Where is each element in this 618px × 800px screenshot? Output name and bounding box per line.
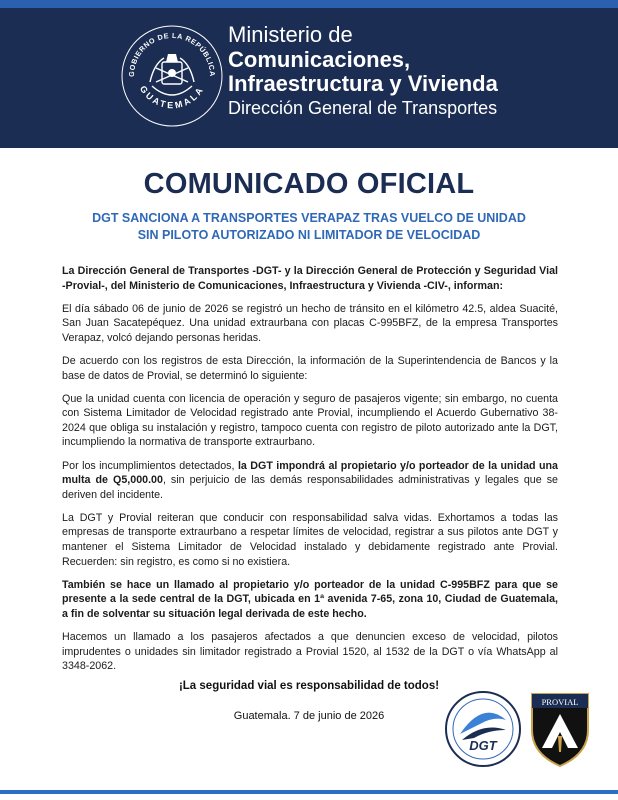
svg-text:GOBIERNO DE LA REPÚBLICA: GOBIERNO DE LA REPÚBLICA (126, 30, 218, 78)
ministry-line-3: Infraestructura y Vivienda (228, 71, 498, 96)
svg-text:GUATEMALA: GUATEMALA (137, 83, 207, 111)
header-banner (0, 0, 618, 148)
slogan: ¡La seguridad vial es responsabilidad de todos! (178, 680, 440, 692)
paragraph-records: De acuerdo con los registros de esta Dirección, la información de la Superintendencia de Bancos y la base de datos de Provial, se determinó lo siguiente: (62, 354, 558, 382)
dgt-logo-icon (444, 690, 522, 768)
header-stripe (0, 0, 618, 8)
paragraph-incident: El día sábado 06 de junio de 2026 se registró un hecho de tránsito en el kilómetro 42.5, aldea Suacité, San Juan Sacatepéquez. Una unidad extraurbana con placas C-995BFZ, de la empresa Transportes Verapaz, volcó dejando personas heridas. (62, 302, 558, 344)
ministry-line-1: Ministerio de (228, 22, 353, 47)
document-title: COMUNICADO OFICIAL (143, 168, 475, 200)
ministry-name (228, 22, 498, 120)
subtitle-line-2: SIN PILOTO AUTORIZADO NI LIMITADOR DE VELOCIDAD (137, 228, 481, 242)
footer-line (0, 790, 618, 794)
intro-paragraph: La Dirección General de Transportes -DGT- y la Dirección General de Protección y Seguridad Vial -Provial-, del Ministerio de Comunicaciones, Infraestructura y Vivienda -CIV-, informan: (62, 265, 558, 292)
provial-logo-icon (528, 688, 592, 768)
paragraph-summons: También se hace un llamado al propietario y/o porteador de la unidad C-995BFZ para que se presente a la sede central de la DGT, ubicada en 1ª avenida 7-65, zona 10, Ciudad de Guatemala, a fin de solventar su situación legal derivada de este hecho. (62, 578, 558, 620)
ministry-line-2: Comunicaciones, (228, 47, 411, 72)
guatemala-seal-icon (120, 24, 224, 128)
ministry-line-4: Dirección General de Transportes (228, 98, 498, 118)
document-date: Guatemala. 7 de junio de 2026 (233, 710, 385, 722)
svg-text:DGT: DGT (469, 738, 497, 753)
paragraph-report-call: Hacemos un llamado a los pasajeros afectados a que denuncien exceso de velocidad, pilotos imprudentes o unidades sin limitador registrado a Provial 1520, al 1532 de la DGT o vía WhatsApp al 3348-2062. (62, 630, 558, 673)
paragraph-fine: Por los incumplimientos detectados, la DGT impondrá al propietario y/o porteador de la unidad una multa de Q5,000.00, sin perjuicio de las demás responsabilidades administrativas y legales que se deriven del incidente. (62, 459, 558, 501)
document-body (62, 264, 558, 682)
paragraph-findings: Que la unidad cuenta con licencia de operación y seguro de pasajeros vigente; sin embargo, no cuenta con Sistema Limitador de Velocidad registrado ante Provial, incumpliendo el Acuerdo Gubernativo 38-2024 que obliga su instalación y registro, tampoco cuenta con registro de piloto autorizado ante la DGT, incumpliendo la normativa de transporte extraurbano. (62, 392, 558, 449)
paragraph-exhortation: La DGT y Provial reiteran que conducir con responsabilidad salva vidas. Exhortamos a todas las empresas de transporte extraurbano a respetar límites de velocidad, registrar a sus pilotos ante DGT y mantener el Sistema Limitador de Velocidad instalado y debidamente registrado ante Provial. Recuerden: sin registro, es como si no existiera. (62, 511, 558, 568)
document-subtitle (60, 210, 558, 244)
subtitle-line-1: DGT SANCIONA A TRANSPORTES VERAPAZ TRAS VUELCO DE UNIDAD (92, 211, 526, 225)
svg-text:PROVIAL: PROVIAL (541, 697, 579, 707)
